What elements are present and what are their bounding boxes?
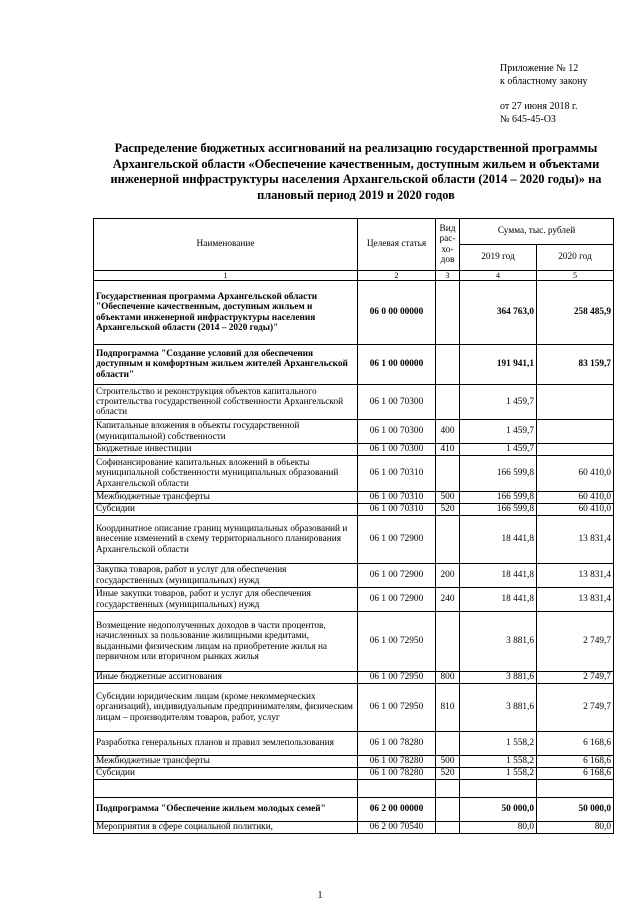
row-sum-2020: 60 410,0	[537, 492, 614, 504]
row-sum-2020	[537, 780, 614, 798]
row-code: 06 1 00 70310	[358, 504, 436, 516]
header-2020: 2020 год	[537, 245, 614, 271]
row-sum-2020: 50 000,0	[537, 798, 614, 822]
row-sum-2019: 364 763,0	[460, 281, 537, 345]
page-number: 1	[317, 890, 323, 901]
header-code: Целевая статья	[358, 219, 436, 271]
row-expense-type: 500	[436, 492, 460, 504]
row-expense-type: 520	[436, 768, 460, 780]
row-name: Субсидии	[94, 768, 358, 780]
row-name: Софинансирование капитальных вложений в объекты муниципальной собственности муниципальных образований Архангельской области	[94, 456, 358, 492]
row-sum-2020: 13 831,4	[537, 588, 614, 612]
row-expense-type	[436, 281, 460, 345]
row-expense-type	[436, 822, 460, 834]
annex-reference	[500, 62, 588, 126]
row-sum-2020: 6 168,6	[537, 756, 614, 768]
row-name: Капитальные вложения в объекты государственной (муниципальной) собственности	[94, 420, 358, 444]
row-sum-2020: 13 831,4	[537, 564, 614, 588]
table-row	[94, 516, 614, 564]
row-code: 06 1 00 78280	[358, 768, 436, 780]
row-sum-2019: 191 941,1	[460, 345, 537, 385]
row-name: Мероприятия в сфере социальной политики,	[94, 822, 358, 834]
table-row	[94, 612, 614, 672]
row-name: Бюджетные инвестиции	[94, 444, 358, 456]
row-sum-2019: 1 558,2	[460, 768, 537, 780]
row-expense-type: 520	[436, 504, 460, 516]
row-name: Субсидии	[94, 504, 358, 516]
row-sum-2019	[460, 780, 537, 798]
row-expense-type	[436, 345, 460, 385]
row-expense-type	[436, 612, 460, 672]
row-sum-2019: 1 459,7	[460, 385, 537, 420]
row-code: 06 1 00 70300	[358, 444, 436, 456]
budget-table	[93, 218, 614, 834]
table-row	[94, 756, 614, 768]
column-number: 3	[436, 271, 460, 281]
row-name: Разработка генеральных планов и правил землепользования	[94, 732, 358, 756]
row-sum-2020	[537, 444, 614, 456]
row-name: Координатное описание границ муниципальных образований и внесение изменений в схему территориального планирования Архангельской области	[94, 516, 358, 564]
table-row	[94, 444, 614, 456]
table-row	[94, 798, 614, 822]
row-name: Межбюджетные трансферты	[94, 492, 358, 504]
row-name: Закупка товаров, работ и услуг для обеспечения государственных (муниципальных) нужд	[94, 564, 358, 588]
row-code: 06 1 00 72950	[358, 612, 436, 672]
table-row	[94, 564, 614, 588]
row-sum-2020	[537, 385, 614, 420]
row-expense-type: 810	[436, 684, 460, 732]
row-expense-type	[436, 385, 460, 420]
row-sum-2019: 3 881,6	[460, 672, 537, 684]
annex-law: к областному закону	[500, 76, 588, 87]
row-expense-type: 240	[436, 588, 460, 612]
row-expense-type	[436, 732, 460, 756]
table-row	[94, 684, 614, 732]
row-sum-2020: 2 749,7	[537, 612, 614, 672]
table-row	[94, 420, 614, 444]
header-vid: Вид рас-хо-дов	[436, 219, 460, 271]
row-expense-type: 800	[436, 672, 460, 684]
annex-law-number: № 645-45-ОЗ	[500, 114, 556, 125]
table-row	[94, 672, 614, 684]
row-sum-2019: 1 459,7	[460, 444, 537, 456]
table-row	[94, 345, 614, 385]
row-name: Государственная программа Архангельской области "Обеспечение качественным, доступным жильем и объектами инженерной инфраструктуры населения Архангельской области (2014 – 2020 годы)"	[94, 281, 358, 345]
row-code: 06 1 00 72900	[358, 516, 436, 564]
row-expense-type: 500	[436, 756, 460, 768]
row-sum-2019: 166 599,8	[460, 492, 537, 504]
row-code: 06 1 00 70300	[358, 420, 436, 444]
row-name: Возмещение недополученных доходов в части процентов, начисленных за пользование жилищными кредитами, выданными физическим лицам на приобретение жилья на первичном или вторичном рынках жилья	[94, 612, 358, 672]
table-row	[94, 732, 614, 756]
column-number: 2	[358, 271, 436, 281]
row-sum-2019: 80,0	[460, 822, 537, 834]
row-expense-type	[436, 780, 460, 798]
row-code: 06 1 00 70310	[358, 456, 436, 492]
row-code: 06 0 00 00000	[358, 281, 436, 345]
row-name: Подпрограмма "Обеспечение жильем молодых семей"	[94, 798, 358, 822]
row-expense-type: 400	[436, 420, 460, 444]
row-code: 06 1 00 78280	[358, 756, 436, 768]
row-name	[94, 780, 358, 798]
table-row	[94, 588, 614, 612]
row-code: 06 1 00 70310	[358, 492, 436, 504]
row-sum-2019: 166 599,8	[460, 456, 537, 492]
row-code: 06 1 00 00000	[358, 345, 436, 385]
row-sum-2019: 18 441,8	[460, 564, 537, 588]
row-sum-2019: 3 881,6	[460, 612, 537, 672]
row-code: 06 1 00 72900	[358, 588, 436, 612]
spacer-row	[94, 780, 614, 798]
table-row	[94, 281, 614, 345]
row-sum-2019: 18 441,8	[460, 588, 537, 612]
row-sum-2020: 60 410,0	[537, 456, 614, 492]
row-name: Иные бюджетные ассигнования	[94, 672, 358, 684]
row-name: Подпрограмма "Создание условий для обеспечения доступным и комфортным жильем жителей Архангельской области"	[94, 345, 358, 385]
row-sum-2019: 1 459,7	[460, 420, 537, 444]
column-numbers-row	[94, 271, 614, 281]
row-sum-2020: 6 168,6	[537, 768, 614, 780]
row-expense-type	[436, 798, 460, 822]
row-expense-type	[436, 516, 460, 564]
row-code: 06 2 00 00000	[358, 798, 436, 822]
row-code: 06 1 00 70300	[358, 385, 436, 420]
header-2019: 2019 год	[460, 245, 537, 271]
row-code: 06 2 00 70540	[358, 822, 436, 834]
row-sum-2020: 258 485,9	[537, 281, 614, 345]
row-sum-2019: 1 558,2	[460, 732, 537, 756]
row-code: 06 1 00 72950	[358, 672, 436, 684]
row-sum-2019: 166 599,8	[460, 504, 537, 516]
row-name: Субсидии юридическим лицам (кроме некоммерческих организаций), индивидуальным предпринимателям, физическим лицам – производителям товаров, работ, услуг	[94, 684, 358, 732]
header-name: Наименование	[94, 219, 358, 271]
row-sum-2019: 18 441,8	[460, 516, 537, 564]
row-sum-2020	[537, 420, 614, 444]
row-sum-2019: 1 558,2	[460, 756, 537, 768]
row-name: Строительство и реконструкция объектов капитального строительства государственной собственности Архангельской области	[94, 385, 358, 420]
annex-date: от 27 июня 2018 г.	[500, 101, 578, 112]
row-code: 06 1 00 72950	[358, 684, 436, 732]
table-row	[94, 492, 614, 504]
column-number: 1	[94, 271, 358, 281]
row-sum-2019: 3 881,6	[460, 684, 537, 732]
table-row	[94, 504, 614, 516]
row-code: 06 1 00 72900	[358, 564, 436, 588]
row-expense-type	[436, 456, 460, 492]
table-row	[94, 768, 614, 780]
row-sum-2020: 60 410,0	[537, 504, 614, 516]
column-number: 4	[460, 271, 537, 281]
row-expense-type: 410	[436, 444, 460, 456]
row-sum-2020: 83 159,7	[537, 345, 614, 385]
row-name: Межбюджетные трансферты	[94, 756, 358, 768]
row-code	[358, 780, 436, 798]
row-sum-2020: 6 168,6	[537, 732, 614, 756]
annex-number: Приложение № 12	[500, 63, 579, 74]
row-sum-2019: 50 000,0	[460, 798, 537, 822]
header-sum: Сумма, тыс. рублей	[460, 219, 614, 245]
row-sum-2020: 80,0	[537, 822, 614, 834]
row-name: Иные закупки товаров, работ и услуг для обеспечения государственных (муниципальных) нужд	[94, 588, 358, 612]
row-sum-2020: 2 749,7	[537, 684, 614, 732]
table-row	[94, 822, 614, 834]
row-sum-2020: 13 831,4	[537, 516, 614, 564]
row-code: 06 1 00 78280	[358, 732, 436, 756]
row-expense-type: 200	[436, 564, 460, 588]
document-title: Распределение бюджетных ассигнований на реализацию государственной программы Архангельской области «Обеспечение качественным, доступным жильем и объектами инженерной инфраструктуры населения Архангельской области (2014 – 2020 годы)» на плановый период 2019 и 2020 годов	[110, 141, 602, 202]
table-row	[94, 456, 614, 492]
row-sum-2020: 2 749,7	[537, 672, 614, 684]
column-number: 5	[537, 271, 614, 281]
table-row	[94, 385, 614, 420]
